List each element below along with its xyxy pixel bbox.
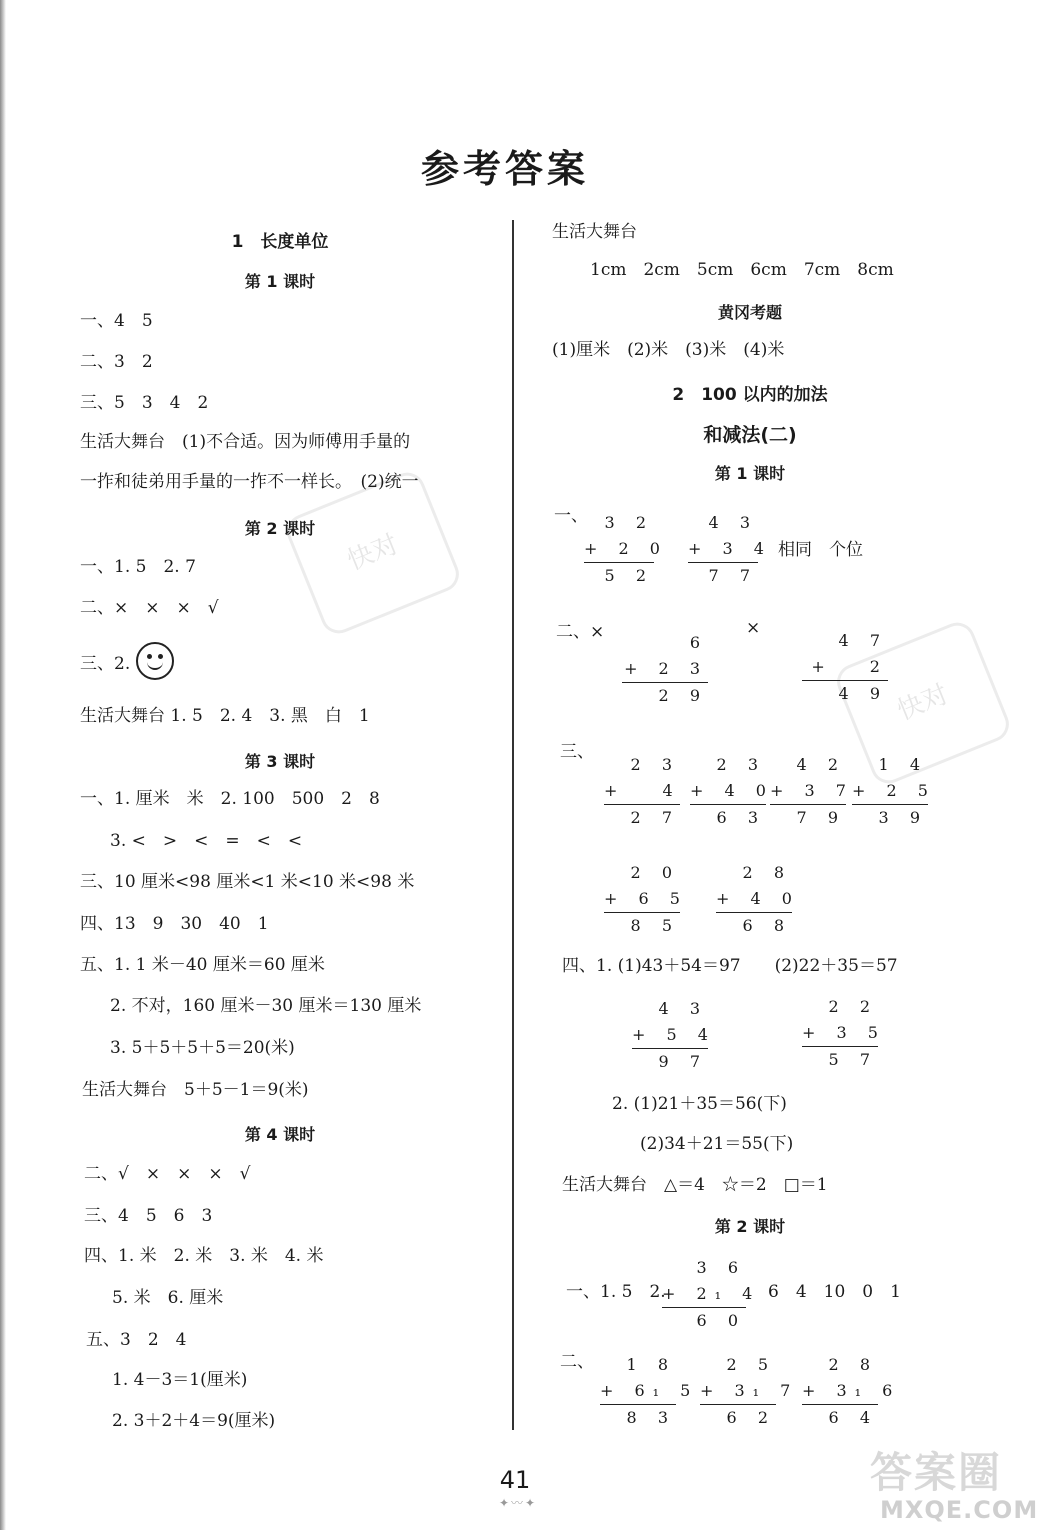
vertical-addition (802, 994, 886, 1073)
answer-line: 3. < > < = < < (110, 831, 303, 851)
answer-line: × (746, 618, 761, 638)
vertical-addition (770, 752, 854, 831)
answer-line: 二、3 2 (80, 352, 153, 372)
answer-line: 三、4 5 6 3 (84, 1206, 213, 1226)
answer-line: 一、1. 5 2. (566, 1282, 666, 1302)
lesson-heading: 第 4 课时 (244, 1125, 316, 1144)
sum-result: 5 2 (604, 566, 654, 585)
ornament-icon: ✦〰✦ (498, 1496, 538, 1510)
addend-bottom: + 4 0 (716, 886, 792, 913)
logo-text: 答案圈 (870, 1448, 1003, 1497)
vertical-addition (688, 510, 772, 589)
addend-bottom: + 2 0 (584, 536, 654, 563)
addend-top: 2 5 (726, 1355, 776, 1374)
answer-line: 五、1. 1 米－40 厘米＝60 厘米 (80, 955, 325, 975)
addend-bottom: + 2 5 (852, 778, 928, 805)
answer-line: 2. (1)21＋35＝56(下) (612, 1094, 787, 1114)
mouth-icon (147, 658, 163, 670)
page-number: 41 (499, 1466, 531, 1494)
addend-bottom: + 6 5 (604, 886, 680, 913)
sum-result: 2 7 (630, 808, 680, 827)
answer-line: 二、√ × × × √ (84, 1164, 251, 1184)
sum-result: 6 2 (726, 1408, 776, 1427)
vertical-addition (604, 860, 688, 939)
page-title: 参考答案 (420, 147, 589, 191)
answer-line: 生活大舞台 △＝4 ☆＝2 □＝1 (562, 1175, 828, 1195)
answer-line: 三、10 厘米<98 厘米<1 米<10 米<98 米 (80, 872, 415, 892)
answer-line: (1)厘米 (2)米 (3)米 (4)米 (552, 340, 785, 360)
answer-line: 5. 米 6. 厘米 (112, 1288, 224, 1308)
lesson-heading: 第 2 课时 (714, 1217, 786, 1236)
answer-line: 二、× × × √ (80, 598, 219, 618)
answer-line: 2. 不对，160 厘米－30 厘米＝130 厘米 (110, 996, 422, 1016)
addend-top: 2 2 (828, 997, 878, 1016)
addend-top: 1 4 (878, 755, 928, 774)
page-edge-shadow (0, 0, 6, 1530)
addend-top: 3 2 (604, 513, 654, 532)
addend-bottom: + 2 (802, 654, 888, 681)
section-heading: 黄冈考题 (717, 303, 782, 322)
addend-top: 3 6 (696, 1258, 746, 1277)
vertical-addition (690, 752, 774, 831)
answer-line: 相同 个位 (778, 540, 863, 560)
answer-line: 四、1. 米 2. 米 3. 米 4. 米 (84, 1246, 324, 1266)
sum-result: 7 9 (796, 808, 846, 827)
vertical-addition (600, 1352, 699, 1431)
vertical-addition (802, 628, 888, 707)
lesson-heading: 第 1 课时 (244, 272, 316, 291)
answer-line: 2. 3＋2＋4＝9(厘米) (112, 1411, 276, 1431)
answer-line: 3. 5＋5＋5＋5＝20(米) (110, 1038, 295, 1058)
addend-bottom: + 3 4 (688, 536, 758, 563)
smiley-face-icon (136, 642, 174, 680)
vertical-addition (802, 1352, 901, 1431)
lesson-heading: 第 1 课时 (714, 464, 786, 483)
answer-line: 生活大舞台 1. 5 2. 4 3. 黑 白 1 (80, 706, 370, 726)
vertical-addition (716, 860, 800, 939)
sum-result: 5 7 (828, 1050, 878, 1069)
sum-result: 6 3 (716, 808, 766, 827)
vertical-addition (852, 752, 936, 831)
answer-line: (2)34＋21＝55(下) (640, 1134, 794, 1154)
sum-result: 7 7 (708, 566, 758, 585)
unit-title: 2 100 以内的加法 (672, 385, 828, 405)
vertical-addition (700, 1352, 799, 1431)
question-label: 二、 (560, 1352, 594, 1372)
addend-bottom: + 3₁ 7 (700, 1378, 776, 1405)
answer-line: 生活大舞台 5＋5－1＝9(米) (82, 1080, 309, 1100)
addend-top: 4 7 (838, 631, 888, 650)
answer-line: 一、1. 5 2. 7 (80, 557, 196, 577)
addend-top: 2 8 (828, 1355, 878, 1374)
lesson-heading: 第 3 课时 (244, 752, 316, 771)
answer-line: 四、1. (1)43＋54＝97 (2)22＋35＝57 (562, 956, 898, 976)
answer-line: 生活大舞台 (552, 222, 637, 242)
watermark-stamp (282, 467, 465, 639)
question-label: 三、 (560, 742, 594, 762)
vertical-addition (662, 1255, 761, 1334)
answer-line: 四、13 9 30 40 1 (80, 914, 269, 934)
sum-result: 8 3 (626, 1408, 676, 1427)
logo-domain: MXQE.COM (880, 1496, 1039, 1524)
answer-line: 生活大舞台 (1)不合适。因为师傅用手量的 (80, 432, 411, 452)
answer-line: 一拃和徒弟用手量的一拃不一样长。 (2)统一 (80, 472, 419, 492)
answer-line: 6 4 10 0 1 (768, 1282, 901, 1302)
sum-result: 6 8 (742, 916, 792, 935)
answer-line: 一、1. 厘米 米 2. 100 500 2 8 (80, 789, 380, 809)
site-logo (870, 1440, 1040, 1524)
addend-top: 1 8 (626, 1355, 676, 1374)
vertical-addition (604, 752, 680, 831)
answer-line: 三、5 3 4 2 (80, 393, 209, 413)
answer-line: 五、3 2 4 (86, 1330, 187, 1350)
sum-result: 9 7 (658, 1052, 708, 1071)
sum-result: 2 9 (658, 686, 708, 705)
addend-top: 4 3 (658, 999, 708, 1018)
unit-title: 和减法(二) (703, 424, 797, 446)
lesson-heading: 第 2 课时 (244, 519, 316, 538)
question-label: 二、× (556, 622, 605, 642)
addend-bottom: + 3₁ 6 (802, 1378, 878, 1405)
addend-bottom: + 6₁ 5 (600, 1378, 676, 1405)
answer-line: 1cm 2cm 5cm 6cm 7cm 8cm (590, 260, 894, 280)
sum-result: 3 9 (878, 808, 928, 827)
addend-top: 4 2 (796, 755, 846, 774)
vertical-addition (632, 996, 716, 1075)
sum-result: 6 4 (828, 1408, 878, 1427)
watermark-text: 快对 (893, 679, 953, 727)
addend-bottom: + 3 5 (802, 1020, 878, 1047)
watermark-text: 快对 (343, 529, 403, 577)
vertical-addition (622, 630, 708, 709)
answer-line: 一、4 5 (80, 311, 153, 331)
addend-bottom: + 2 3 (622, 656, 708, 683)
sum-result: 8 5 (630, 916, 680, 935)
column-divider (512, 220, 514, 1430)
addend-top: 4 3 (708, 513, 758, 532)
addend-top: 2 3 (630, 755, 680, 774)
addend-top: 2 3 (716, 755, 766, 774)
unit-title: 1 长度单位 (231, 232, 329, 252)
addend-bottom: + 5 4 (632, 1022, 708, 1049)
vertical-addition (584, 510, 668, 589)
addend-top: 2 8 (742, 863, 792, 882)
addend-top: 6 (689, 633, 708, 652)
sum-result: 4 9 (838, 684, 888, 703)
addend-top: 2 0 (630, 863, 680, 882)
addend-bottom: + 3 7 (770, 778, 846, 805)
answer-line: 三、2. (80, 654, 131, 674)
answer-line: 1. 4－3＝1(厘米) (112, 1370, 248, 1390)
question-label: 一、 (554, 506, 588, 526)
sum-result: 6 0 (696, 1311, 746, 1330)
addend-bottom: + 2₁ 4 (662, 1281, 746, 1308)
addend-bottom: + 4 0 (690, 778, 766, 805)
addend-bottom: + 4 (604, 778, 680, 805)
